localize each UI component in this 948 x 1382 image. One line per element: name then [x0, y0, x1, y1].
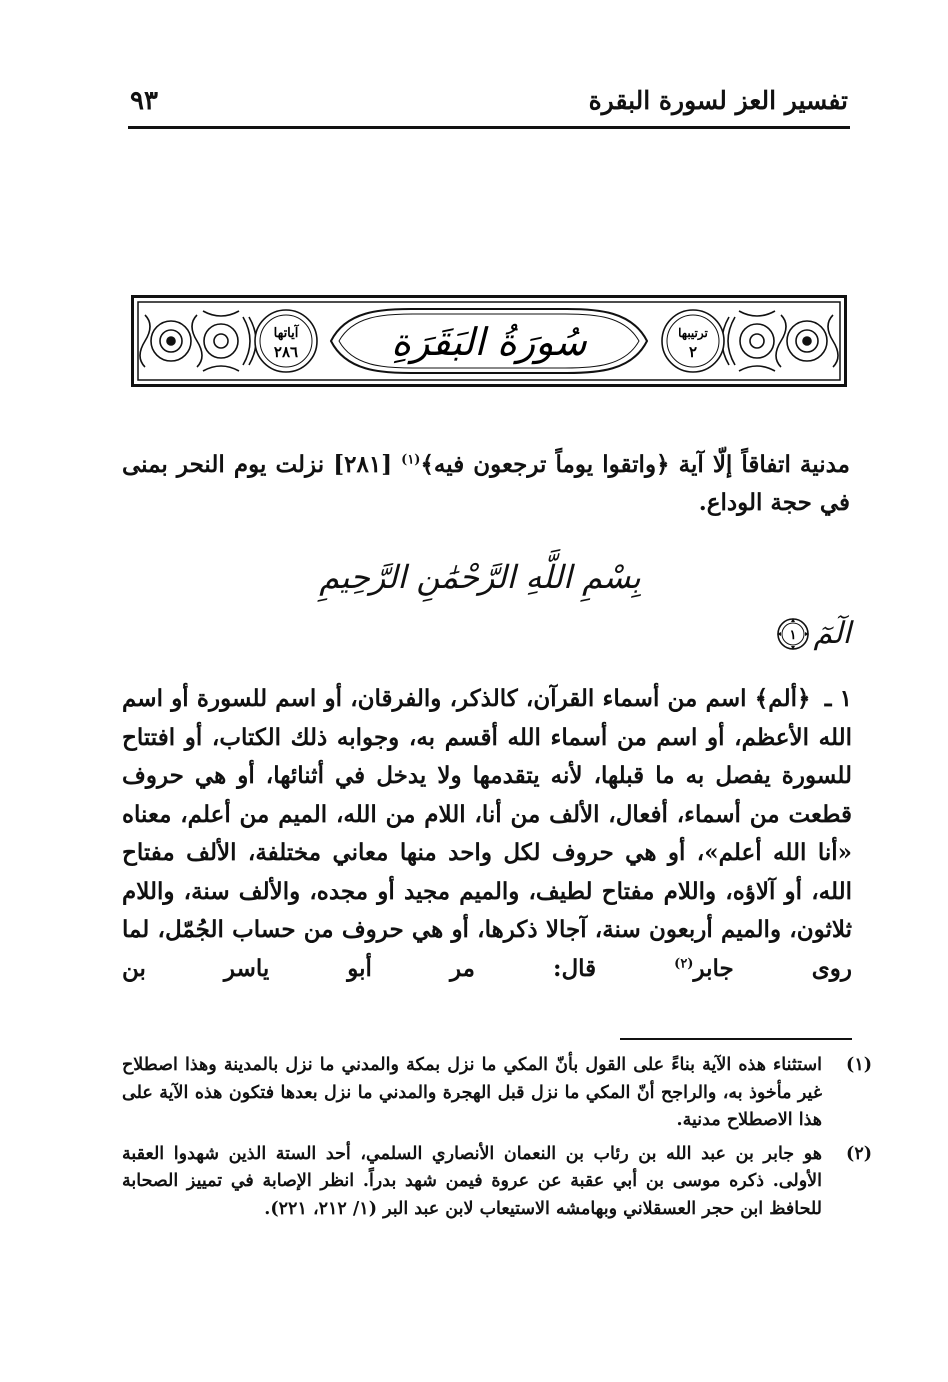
footnote-2 [122, 1141, 872, 1224]
commentary-paragraph-1 [122, 680, 852, 988]
footnote-ref-1: (١) [401, 452, 421, 468]
footnote-separator [620, 1038, 852, 1040]
order-value: ٢ [688, 343, 698, 361]
surah-introduction [122, 446, 850, 522]
running-title: تفسير العز لسورة البقرة [588, 86, 848, 115]
footnote-text: هو جابر بن عبد الله بن رئاب بن النعمان الأنصاري السلمي، أحد الستة الذين شهدوا العقبة الأولى. ذكره موسى بن أبي عقبة عن عروة فيمن شهد بدراً. انظر الإصابة في تمييز الصحابة للحافظ ابن حجر العسقلاني وبهامشه الاستيعاب لابن عبد البر (١/ ٢١٢، ٢٢١). [122, 1143, 822, 1219]
intro-text-1: مدنية اتفاقاً إلّا آية ﴿واتقوا يوماً ترجعون فيه﴾ [420, 451, 850, 478]
header-rule [128, 126, 850, 129]
commentary-number: ١ ـ [824, 685, 853, 712]
commentary-text-2: قال: مر أبو ياسر بن [122, 954, 675, 982]
commentary-text-1: ﴿ألم﴾ اسم من أسماء القرآن، كالذكر، والفرقان، أو اسم للسورة أو اسم الله الأعظم، أو اسم من أسماء الله أقسم به، وجوابه ذلك الكتاب، أو افتتاح للسورة يفصل به ما قبلها، لأنه يتقدمها ولا يدخل في أثنائها، أو هي حروف قطعت من أسماء، أفعال، الألف من أنا، اللام من الله، الميم من أعلم، معناه «أنا الله أعلم»، أو هي حروف لكل واحد منها معاني مختلفة، الألف مفتاح الله، أو آلاؤه، واللام مفتاح لطيف، والميم مجيد أو مجده، والألف سنة، واللام ثلاثون، والميم أربعون سنة، آجالا ذكرها، أو هي حروف من حساب الجُمّل، لما روى جابر [122, 685, 852, 982]
footnote-ref-2: (٢) [674, 955, 694, 971]
surah-order-medallion [662, 310, 724, 372]
page-number: ٩٣ [130, 86, 158, 116]
verses-count-medallion [255, 310, 317, 372]
quran-verse-1 [776, 616, 851, 651]
footnotes [122, 1052, 872, 1229]
footnote-mark: (١) [846, 1055, 872, 1075]
verse-end-marker-icon [776, 617, 810, 651]
verses-value: ٢٨٦ [273, 343, 299, 361]
verses-label: آياتها [273, 326, 299, 341]
footnote-mark: (٢) [846, 1143, 872, 1164]
footnote-1 [122, 1052, 872, 1135]
surah-name-cartouche [331, 309, 647, 373]
surah-name: سُورَةُ البَقَرَةِ [391, 320, 587, 364]
intro-text-2: [٢٨١] نزلت يوم النحر بمنى في حجة الوداع. [122, 451, 850, 516]
running-header [128, 84, 848, 124]
verse-text: الٓمٓ [813, 616, 851, 651]
footnote-text: استثناء هذه الآية بناءً على القول بأنّ المكي ما نزل بمكة والمدني ما نزل بالمدينة وهذا اصطلاح غير مأخوذ به، والراجح أنّ المكي ما نزل قبل الهجرة والمدني ما نزل بعدها فتكون هذه الآية على هذا الاصطلاح مدنية. [122, 1055, 822, 1130]
surah-title-banner [131, 295, 847, 387]
verse-number: ١ [789, 627, 797, 643]
order-label: ترتيبها [678, 326, 708, 340]
basmala: بِسْمِ اللَّهِ الرَّحْمَٰنِ الرَّحِيمِ [319, 558, 641, 596]
